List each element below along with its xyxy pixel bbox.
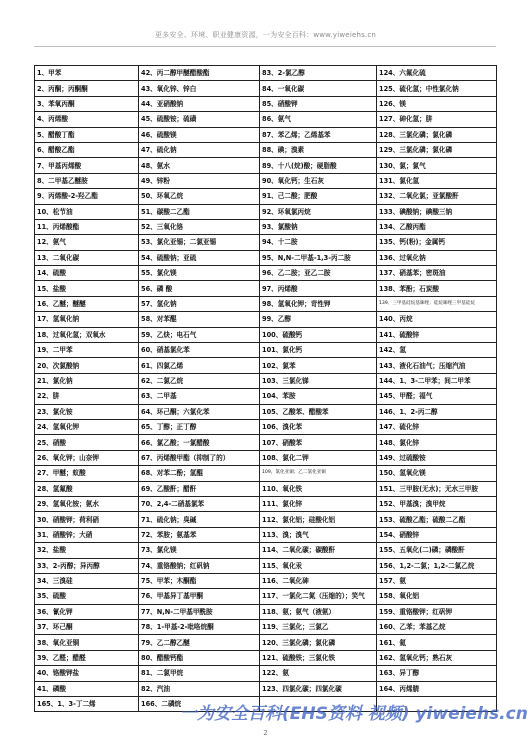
table-cell: 11、丙烯酸酯 [35,219,139,234]
table-cell: 163、异丁醇 [377,666,497,681]
table-cell: 76、甲基异丁基甲酮 [139,589,260,604]
table-cell: 48、氨水 [139,158,260,173]
table-cell: 49、锌粉 [139,173,260,188]
table-cell: 40、铬酸钾盐 [35,666,139,681]
table-cell: 59、乙炔；电石气 [139,327,260,342]
table-cell: 160、乙苯；苯基乙烷 [377,620,497,635]
table-cell: 101、氯化钙 [260,343,377,358]
table-cell: 69、乙酸酐；醋酐 [139,481,260,496]
table-cell: 149、过硫酸铵 [377,450,497,465]
table-cell: 117、一氯化二氮（压缩的）；笑气 [260,589,377,604]
table-cell: 110、氧化铁 [260,481,377,496]
table-cell: 120、三氯化磷；氯化磷 [260,635,377,650]
table-cell: 7、甲基丙烯酸 [35,158,139,173]
table-cell: 51、碳酸二乙酯 [139,204,260,219]
table-row [35,142,497,157]
table-row [35,558,497,573]
table-cell: 132、二氧化氯；亚氯酸酐 [377,189,497,204]
table-cell: 107、硝酸苯 [260,435,377,450]
table-row [35,450,497,465]
table-cell: 61、四氯乙烯 [139,358,260,373]
table-row [35,81,497,96]
table-cell: 71、硫化钠；臭碱 [139,512,260,527]
table-cell: 94、十二胺 [260,235,377,250]
table-cell: 126、镁 [377,96,497,111]
table-cell: 164、丙烯腈 [377,681,497,696]
chemical-list-table [34,65,497,712]
table-cell: 75、甲苯；木酮酯 [139,573,260,588]
table-cell: 105、乙酸苯、醋酸苯 [260,404,377,419]
table-cell: 148、氯化锌 [377,435,497,450]
table-cell: 37、环己酮 [35,620,139,635]
table-cell: 55、氯化镁 [139,266,260,281]
table-row [35,620,497,635]
table-cell: 97、丙烯酸 [260,281,377,296]
table-cell: 23、氯化铵 [35,404,139,419]
watermark: 一为安全百科(EHS资料 视频) yiweiehs.cn [180,704,528,724]
table-cell: 17、氢氧化钠 [35,312,139,327]
table-cell: 53、氯化亚锡；二氯亚锡 [139,235,260,250]
table-cell: 112、氯化铝；硅酸化铝 [260,512,377,527]
table-cell: 60、硝基氯化苯 [139,343,260,358]
table-row [35,66,497,81]
table-cell: 89、十八(烷)酸；硬脂酸 [260,158,377,173]
table-row [35,604,497,619]
table-cell: 136、过氧化钠 [377,250,497,265]
table-row [35,373,497,388]
table-row [35,266,497,281]
table-cell: 153、硫酸乙酯；硫酸二乙酯 [377,512,497,527]
table-cell: 5、醋酸丁酯 [35,127,139,142]
table-row [35,281,497,296]
page-header: 更多安全、环境、职业健康资源，一为安全百科：www.yiweiehs.cn [154,31,377,39]
table-cell: 28、氢氟酸 [35,481,139,496]
table-cell: 31、硝酸锌；大硝 [35,527,139,542]
table-cell: 46、硫酸镁 [139,127,260,142]
table-cell: 79、乙二醇乙醚 [139,635,260,650]
table-cell: 80、醋酸钙酯 [139,650,260,665]
table-cell: 134、乙酸丙酯 [377,219,497,234]
table-cell: 156、1,2-二氯；1,2-二氯乙烷 [377,558,497,573]
table-cell: 16、乙醚；醚醚 [35,296,139,311]
table-cell: 96、乙二胺；亚乙二胺 [260,266,377,281]
table-cell: 81、二氯甲烷 [139,666,260,681]
table-cell: 2、丙酮；丙酮酮 [35,81,139,96]
table-cell: 33、2-丙醇；异丙醇 [35,558,139,573]
table-cell: 121、硫酸铁；三氯化铁 [260,650,377,665]
table-cell: 15、盐酸 [35,281,139,296]
table-cell: 114、二氧化碳；碳酸酐 [260,543,377,558]
table-cell: 118、氨；氨气（液氨） [260,604,377,619]
table-cell: 56、磷 酸 [139,281,260,296]
table-cell: 74、重铬酸钠；红矾钠 [139,558,260,573]
table-row [35,158,497,173]
table-cell: 113、溴；溴气 [260,527,377,542]
table-cell: 13、二氧化碳 [35,250,139,265]
table-row [35,681,497,696]
table-cell: 146、1、2-丙二醇 [377,404,497,419]
table-cell: 4、丙烯酸 [35,112,139,127]
table-cell: 73、氯化镁 [139,543,260,558]
table-cell: 54、硫酸钠；亚硫 [139,250,260,265]
table-cell: 70、2,4-二硝基氯苯 [139,496,260,511]
table-cell: 36、氰化钾 [35,604,139,619]
table-row [35,404,497,419]
table-row [35,650,497,665]
table-cell: 64、环己酮；六氯化苯 [139,404,260,419]
table-row [35,219,497,234]
table-cell: 39、乙醛；醋醛 [35,650,139,665]
table-row [35,419,497,434]
table-cell: 86、氨气 [260,112,377,127]
table-cell: 151、三甲胺(无水)；无水三甲胺 [377,481,497,496]
table-row [35,296,497,311]
table-cell: 127、砷化氢；肼 [377,112,497,127]
table-cell: 52、三氧化铬 [139,219,260,234]
table-row [35,435,497,450]
table-row [35,481,497,496]
table-cell: 14、硫酸 [35,266,139,281]
table-cell: 147、硫化锌 [377,419,497,434]
table-cell: 108、氯化二钾 [260,450,377,465]
table-cell: 6、醋酸乙酯 [35,142,139,157]
table-cell: 131、氯化氢 [377,173,497,188]
table-row [35,173,497,188]
table-cell: 30、硝酸钾；荷利硝 [35,512,139,527]
table-cell: 166、二磷烷 [139,697,260,712]
table-cell: 34、三溴硅 [35,573,139,588]
table-cell: 150、氢氧化镁 [377,466,497,481]
table-row [35,589,497,604]
table-cell: 93、氯酸钠 [260,219,377,234]
table-cell: 155、五氧化(二)磷；磷酸酐 [377,543,497,558]
table-row [35,204,497,219]
table-row [35,112,497,127]
table-cell: 142、氢 [377,343,497,358]
table-cell: 138、苯酚；石炭酸 [377,281,497,296]
table-cell: 8、二甲基乙醚胺 [35,173,139,188]
table-cell: 143、液化石油气；压缩汽油 [377,358,497,373]
table-cell: 20、次氯酸钠 [35,358,139,373]
table-cell: 100、硫酸钙 [260,327,377,342]
table-row [35,543,497,558]
table-cell: 144、1、3-二甲苯；间二甲苯 [377,373,497,388]
table-cell: 137、硝基苯；密斑油 [377,266,497,281]
table-cell: 115、氧化汞 [260,558,377,573]
table-cell: 27、甲醚；蚁酸 [35,466,139,481]
table-cell: 66、氯乙酸；一氯醋酸 [139,435,260,450]
table-cell: 109、氯化亚铜；乙二氯化亚铜 [260,466,377,481]
table-cell: 45、硫酸铵；硫磺 [139,112,260,127]
table-cell: 125、硫化氢；中性氯化钠 [377,81,497,96]
table-row [35,635,497,650]
table-cell: 102、氯苯 [260,358,377,373]
table-cell: 63、二甲基 [139,389,260,404]
table-cell: 78、1-甲基-2-吡咯烷酮 [139,620,260,635]
table-cell: 32、盐酸 [35,543,139,558]
table-cell: 128、三氯化磷；氯化磷 [377,127,497,142]
table-cell: 10、松节油 [35,204,139,219]
table-row [35,527,497,542]
table-cell: 124、六氟化硫 [377,66,497,81]
table-cell: 145、甲醛；福气 [377,389,497,404]
chemical-list-body [35,66,497,712]
table-row [35,666,497,681]
table-row [35,573,497,588]
table-cell: 21、氯化钠 [35,373,139,388]
table-cell: 165、1、3-丁二烯 [35,697,139,712]
table-cell: 84、一氧化碳 [260,81,377,96]
table-cell: 140、丙烷 [377,312,497,327]
table-cell: 72、苯胺；氨基苯 [139,527,260,542]
table-cell: 57、氢化钠 [139,296,260,311]
table-cell: 82、汽油 [139,681,260,696]
table-row [35,358,497,373]
table-row [35,343,497,358]
table-row [35,127,497,142]
table-cell: 98、氢氧化钾；苛性钾 [260,296,377,311]
table-cell: 103、三氯化锑 [260,373,377,388]
table-cell: 43、氧化锌、锌白 [139,81,260,96]
table-cell: 68、对苯二酚；氢醌 [139,466,260,481]
table-row [35,96,497,111]
table-cell: 111、氯化锌 [260,496,377,511]
table-cell: 1、甲苯 [35,66,139,81]
table-cell: 26、氧化钾；山奈钾 [35,450,139,465]
table-cell: 122、氨 [260,666,377,681]
table-cell: 152、甲基溴；溴甲烷 [377,496,497,511]
table-cell: 47、硫化钠 [139,142,260,157]
table-cell: 44、亚硝酸钠 [139,96,260,111]
table-cell: 77、N,N-二甲基甲酰胺 [139,604,260,619]
table-cell: 161、氦 [377,635,497,650]
table-row [35,250,497,265]
table-cell: 154、硝酸锌 [377,527,497,542]
table-cell: 91、己二酸；肥酸 [260,189,377,204]
table-cell: 130、氯；氯气 [377,158,497,173]
table-cell: 50、环氧乙烷 [139,189,260,204]
table-cell: 25、硝酸 [35,435,139,450]
table-cell: 87、苯乙烯；乙烯基苯 [260,127,377,142]
table-cell: 116、二氧化砷 [260,573,377,588]
table-cell: 35、硫酸 [35,589,139,604]
table-cell: 158、氧化铝 [377,589,497,604]
table-row [35,189,497,204]
table-cell: 22、肼 [35,389,139,404]
table-cell: 18、过氧化氢；双氧水 [35,327,139,342]
table-cell: 58、对苯醌 [139,312,260,327]
table-cell: 38、氧化亚铜 [35,635,139,650]
table-cell: 104、苯胺 [260,389,377,404]
table-cell: 119、三氯化；三氯乙 [260,620,377,635]
table-cell: 9、丙烯酸-2-羟乙酯 [35,189,139,204]
table-cell: 42、丙二醇甲醚醋酸酯 [139,66,260,81]
table-cell: 95、N,N-二甲基-1,3-丙二胺 [260,250,377,265]
table-cell: 129、三氯化磷；氯化磷 [377,142,497,157]
table-row [35,312,497,327]
table-cell: 62、二氯乙烷 [139,373,260,388]
table-cell: 141、硫酸锌 [377,327,497,342]
table-row [35,512,497,527]
table-cell: 65、丁醇；正丁醇 [139,419,260,434]
table-cell: 157、氨 [377,573,497,588]
table-row [35,389,497,404]
table-cell: 135、钙(粉)；金属钙 [377,235,497,250]
table-cell: 99、乙醇 [260,312,377,327]
table-cell: 88、碘；溴素 [260,142,377,157]
table-cell: 41、磷酸 [35,681,139,696]
table-cell: 133、碘酸钠；碘酸三钠 [377,204,497,219]
table-row [35,327,497,342]
table-cell: 29、氢氧化铵；氨水 [35,496,139,511]
table-cell: 19、二甲苯 [35,343,139,358]
table-cell: 83、2-氯乙醇 [260,66,377,81]
table-cell: 90、氧化钙；生石灰 [260,173,377,188]
table-cell: 67、丙烯酸甲酯（抑制了的） [139,450,260,465]
table-cell: 139、三甲基硅烷基咪唑；硅烷咪唑三甲基硅烷 [377,296,497,311]
table-row [35,466,497,481]
page-number: 2 [263,729,268,737]
table-cell: 106、溴化苯 [260,419,377,434]
table-row [35,496,497,511]
table-cell: 92、环氧氯丙烷 [260,204,377,219]
table-cell: 123、四氯化碳；四氯化碳 [260,681,377,696]
table-cell: 159、重铬酸钾；红矾钾 [377,604,497,619]
table-cell: 85、硝酸钾 [260,96,377,111]
header-rule [34,46,496,47]
table-row [35,235,497,250]
table-cell: 162、氢氧化钙；熟石灰 [377,650,497,665]
table-cell: 24、氢氧化钾 [35,419,139,434]
table-cell: 3、苯氧丙酮 [35,96,139,111]
table-cell: 12、氨气 [35,235,139,250]
